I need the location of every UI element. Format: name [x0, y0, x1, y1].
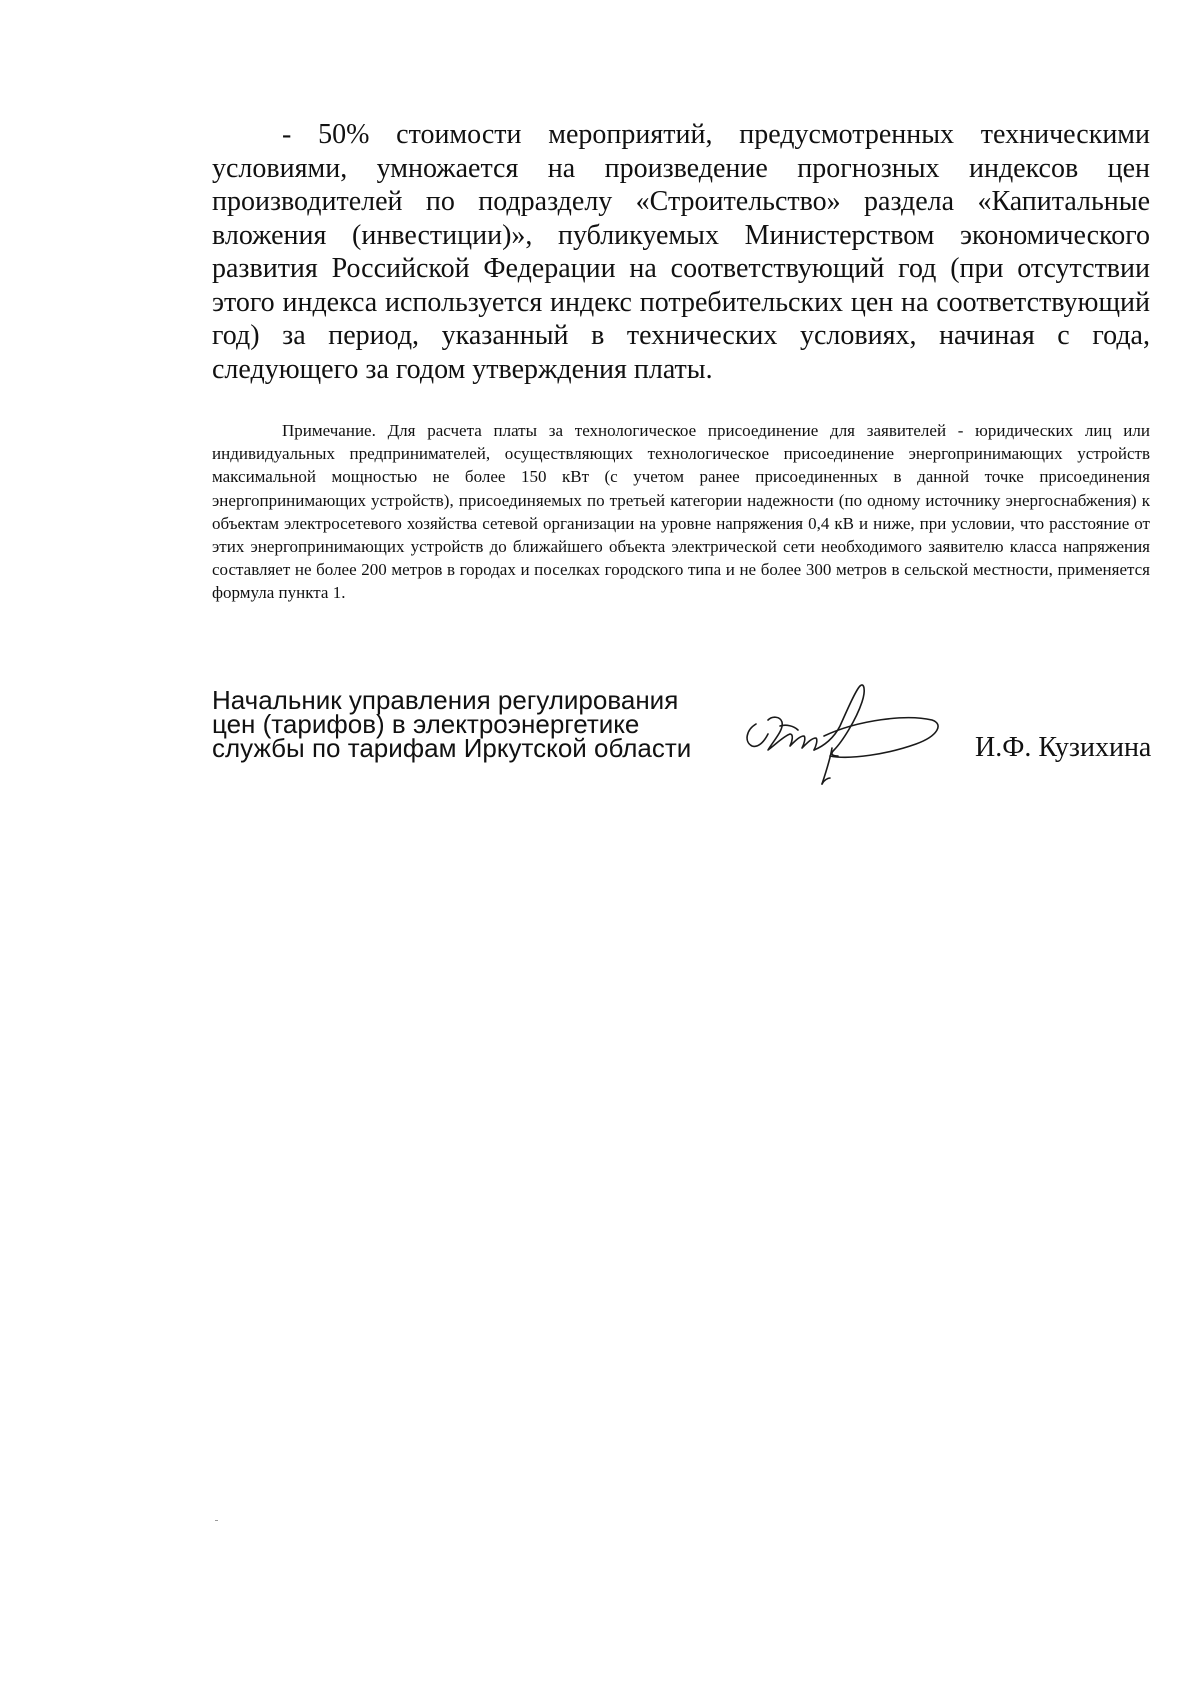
position-line-3: службы по тарифам Иркутской области: [212, 733, 692, 763]
signatory-position: [212, 685, 712, 763]
handwritten-signature: [738, 680, 948, 790]
position-line-2: цен (тарифов) в электроэнергетике: [212, 709, 640, 739]
signer-name: И.Ф. Кузихина: [975, 732, 1152, 763]
main-paragraph: - 50% стоимости мероприятий, предусмотренных техническими условиями, умножается на произведение прогнозных индексов цен производителей по подразделу «Строительство» раздела «Капитальные вложения (инвестиции)», публикуемых Министерством экономического развития Российской Федерации на соответствующий год (при отсутствии этого индекса используется индекс потребительских цен на соответствующий год) за период, указанный в технических условиях, начиная с года, следующего за годом утверждения платы.: [212, 119, 1150, 385]
position-line-1: Начальник управления регулирования: [212, 685, 679, 715]
note-paragraph: Примечание. Для расчета платы за технологическое присоединение для заявителей - юридических лиц или индивидуальных предпринимателей, осуществляющих технологическое присоединение энергопринимающих устройств максимальной мощностью не более 150 кВт (с учетом ранее присоединенных в данной точке присоединения энергопринимающих устройств), присоединяемых по третьей категории надежности (по одному источнику энергоснабжения) к объектам электросетевого хозяйства сетевой организации на уровне напряжения 0,4 кВ и ниже, при условии, что расстояние от этих энергопринимающих устройств до ближайшего объекта электрической сети необходимого заявителю класса напряжения составляет не более 200 метров в городах и поселках городского типа и не более 300 метров в сельской местности, применяется формула пункта 1.: [212, 421, 1150, 603]
scan-artifact: [215, 1520, 218, 1521]
